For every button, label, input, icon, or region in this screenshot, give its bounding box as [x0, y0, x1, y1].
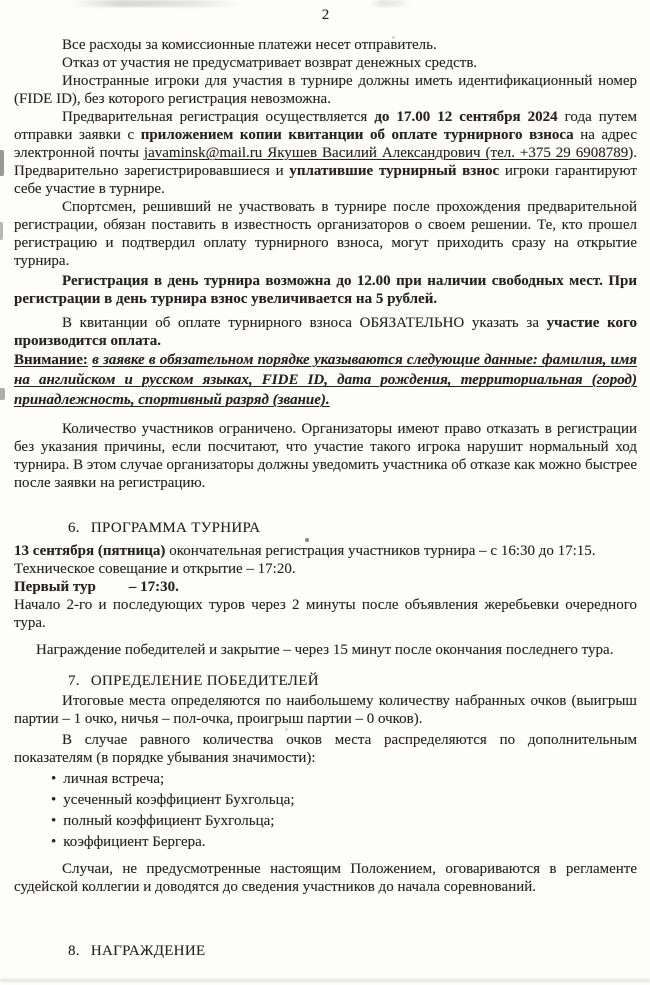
- text-run: уплатившие турнирный взнос: [289, 163, 500, 179]
- text-run: 13 сентября (пятница): [14, 543, 166, 559]
- bullet-item: [14, 770, 637, 788]
- text-run: Иностранные игроки для участия в турнире должны иметь идентификационный номер (FIDE ID), без которого регистрация невозможна.: [14, 73, 637, 107]
- scan-artifact: [0, 222, 3, 240]
- text-run: Случаи, не предусмотренные настоящим Положением, оговариваются в регламенте судейской коллегии и доводятся до сведения участников до начала соревнований.: [14, 861, 637, 895]
- section-number: 7.: [68, 673, 80, 689]
- scan-speck: [392, 36, 395, 39]
- section-heading: [14, 942, 637, 960]
- bullet-icon: •: [51, 813, 57, 829]
- paragraph: [14, 36, 637, 54]
- scan-artifact: [0, 388, 5, 400]
- text-run: Спортсмен, решивший не участвовать в турнире после прохождения предварительной регистрации, обязан поставить в известность организаторов о своем решении. Те, кто прошел регистрацию и подтвердил оплату турнирного взноса, могут приходить сразу на открытие турнира.: [14, 199, 637, 269]
- scan-speck: [285, 728, 288, 731]
- text-run: javaminsk@mail.ru Якушев Василий Александрович (тел. +375 29 6908789: [143, 145, 629, 161]
- text-run: Количество участников ограничено. Организаторы имеют право отказать в регистрации без указания причины, если посчитают, что участие такого игрока нарушит нормальный ход турнира. В этом случае организаторы должны уведомить участника об отказе как можно быстрее после заявки на регистрацию.: [14, 421, 637, 491]
- scan-edge-shadow: [0, 979, 650, 982]
- paragraph: [14, 72, 637, 108]
- text-run: Первый тур: [14, 579, 96, 595]
- text-run: участие кого производится оплата.: [14, 315, 637, 349]
- text-run: в заявке в обязательном порядке указываются следующие данные: фамилия, имя на английском и русском языках, FIDE ID, дата рождения, территориальная (город) принадлежность, спортивный разряд (звание).: [14, 352, 638, 408]
- text-run: игроки гарантируют себе участие в турнире.: [14, 163, 637, 197]
- paragraph: [14, 542, 637, 560]
- text-run: личная встреча;: [63, 771, 165, 787]
- paragraph: [14, 641, 637, 659]
- paragraph: [14, 596, 637, 632]
- text-run: Награждение победителей и закрытие – через 15 минут после окончания последнего тура.: [36, 642, 614, 658]
- scan-speck: [305, 538, 309, 542]
- bullet-icon: •: [51, 834, 57, 850]
- document-body: [14, 36, 637, 960]
- section-title: ПРОГРАММА ТУРНИРА: [90, 520, 261, 536]
- page-number: 2: [321, 7, 330, 23]
- text-run: Итоговые места определяются по наибольшему количеству набранных очков (выигрыш партии – 1 очко, ничья – пол-очка, проигрыш партии – 0 очков).: [14, 693, 637, 727]
- text-run: года путем отправки заявки с: [14, 109, 637, 143]
- scan-smudge: [70, 0, 240, 7]
- paragraph: [14, 731, 637, 767]
- paragraph: [14, 272, 637, 308]
- text-run: на адрес электронной почты: [14, 127, 637, 161]
- paragraph: [14, 198, 637, 270]
- text-run: Внимание:: [14, 352, 88, 368]
- text-run: приложением копии квитанции об оплате турнирного взноса: [140, 127, 574, 143]
- paragraph: [14, 314, 637, 350]
- paragraph: [14, 350, 637, 410]
- bullet-item: [14, 791, 637, 809]
- text-run: Предварительная регистрация осуществляется: [62, 109, 375, 125]
- paragraph: [14, 692, 637, 728]
- section-heading: [14, 672, 637, 690]
- text-run: окончательная регистрация участников турнира – с 16:30 до 17:15.: [165, 543, 596, 559]
- text-run: – 17:30.: [128, 579, 179, 595]
- bullet-item: [14, 812, 637, 830]
- section-number: 8.: [68, 943, 80, 959]
- bullet-icon: •: [51, 771, 57, 787]
- text-run: Отказ от участия не предусматривает возврат денежных средств.: [62, 55, 478, 71]
- paragraph: [14, 560, 637, 578]
- bullet-list: [14, 770, 637, 851]
- section-number: 6.: [68, 520, 80, 536]
- bullet-item: [14, 833, 637, 851]
- scan-smudge: [370, 0, 410, 7]
- text-run: усеченный коэффициент Бухгольца;: [63, 792, 295, 808]
- text-run: полный коэффициент Бухгольца;: [63, 813, 275, 829]
- text-run: Техническое совещание и открытие – 17:20.: [14, 561, 296, 577]
- text-run: Все расходы за комиссионные платежи несет отправитель.: [62, 37, 437, 53]
- scan-artifact: [0, 150, 4, 176]
- text-run: коэффициент Бергера.: [63, 834, 206, 850]
- section-title: ОПРЕДЕЛЕНИЕ ПОБЕДИТЕЛЕЙ: [90, 673, 319, 689]
- text-run: ). Предварительно зарегистрировавшиеся и: [14, 145, 637, 179]
- text-run: Начало 2-го и последующих туров через 2 минуты после объявления жеребьевки очередного тура.: [14, 597, 637, 631]
- text-run: В случае равного количества очков места распределяются по дополнительным показателям (в порядке убывания значимости):: [14, 732, 637, 766]
- text-run: Регистрация в день турнира возможна до 12.00 при наличии свободных мест. При регистрации в день турнира взнос увеличивается на 5 рублей.: [14, 273, 637, 307]
- text-run: В квитанции об оплате турнирного взноса ОБЯЗАТЕЛЬНО указать за: [62, 315, 547, 331]
- paragraph: [14, 108, 637, 198]
- section-heading: [14, 519, 637, 537]
- bullet-icon: •: [51, 792, 57, 808]
- paragraph: [14, 860, 637, 896]
- section-title: НАГРАЖДЕНИЕ: [90, 943, 206, 959]
- paragraph: [14, 54, 637, 72]
- text-run: до 17.00 12 сентября 2024: [374, 109, 558, 125]
- paragraph: [14, 420, 637, 492]
- paragraph: [14, 578, 637, 596]
